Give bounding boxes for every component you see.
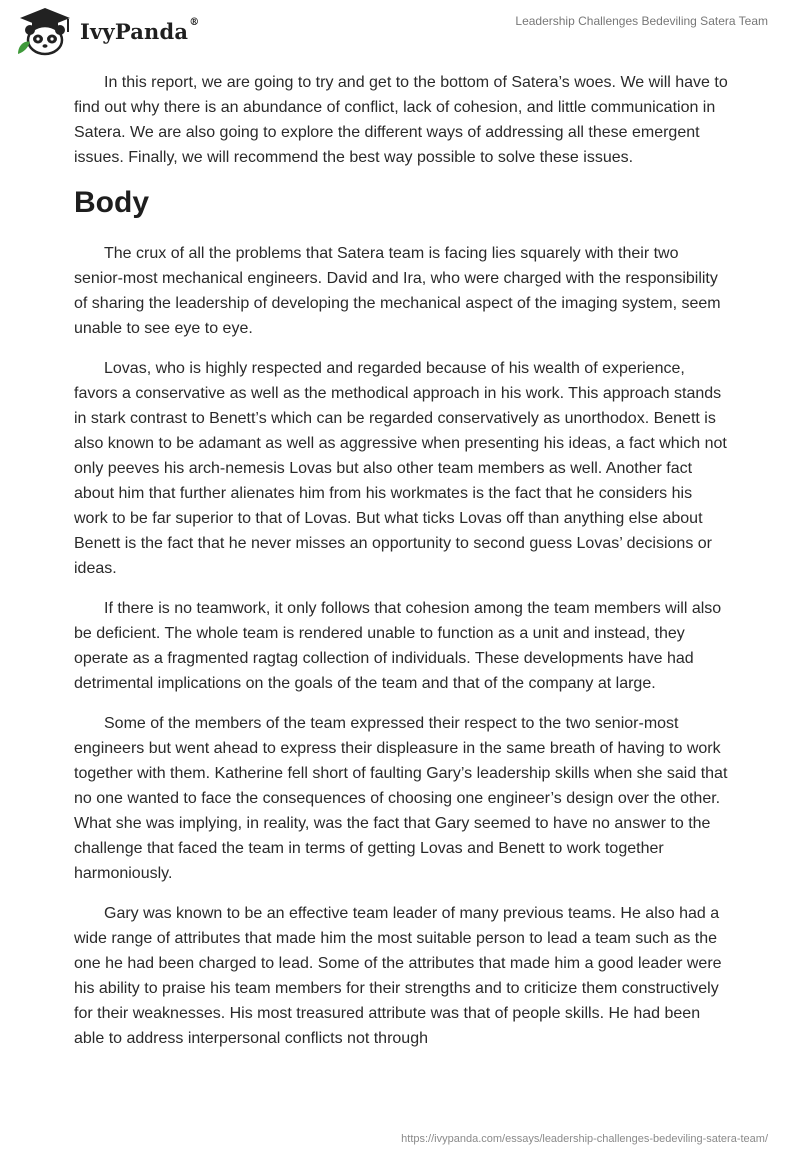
ivypanda-logo-icon[interactable] [14, 6, 76, 58]
registered-mark: ® [189, 17, 200, 28]
body-paragraph: Some of the members of the team expressed their respect to the two senior-most engineers but went ahead to express their displeasure in the same breath of having to work together with them. Katherine fell short of faulting Gary’s leadership skills when she said that no one wanted to face the consequences of choosing one engineer’s design over the other. What she was implying, in reality, was the fact that Gary seemed to have no answer to the challenge that faced the team in terms of getting Lovas and Benett to work together harmoniously. [74, 715, 728, 882]
intro-paragraph: In this report, we are going to try and get to the bottom of Satera’s woes. We will have to find out why there is an abundance of conflict, lack of cohesion, and little communication in Satera. We are also going to explore the different ways of addressing all these emergent issues. Finally, we will recommend the best way possible to solve these issues. [74, 74, 728, 166]
body-paragraph: If there is no teamwork, it only follows that cohesion among the team members will also be deficient. The whole team is rendered unable to function as a unit and instead, they operate as a fragmented ragtag collection of individuals. These developments have had detrimental implications on the goals of the team and that of the company at large. [74, 600, 722, 692]
page-header [0, 0, 800, 66]
brand-name-text: IvyPanda [80, 19, 189, 44]
body-paragraph: Lovas, who is highly respected and regarded because of his wealth of experience, favors a conservative as well as the methodical approach in his work. This approach stands in stark contrast to Benett’s which can be regarded conservatively as unorthodox. Benett is also known to be adamant as well as aggressive when presenting his ideas, a fact which not only peeves his arch-nemesis Lovas but also other team members as well. Another fact about him that further alienates him from his workmates is the fact that he considers his work to be far superior to that of Lovas. But what ticks Lovas off than anything else about Benett is the fact that he never misses an opportunity to second guess Lovas’ decisions or ideas. [74, 360, 727, 577]
section-heading: Body [74, 186, 149, 219]
article-body [74, 70, 728, 1066]
body-paragraph: Gary was known to be an effective team leader of many previous teams. He also had a wide range of attributes that made him the most suitable person to lead a team such as the one he had been charged to lead. Some of the attributes that made him a good leader were his ability to praise his team members for their strengths and to criticize them constructively for their weaknesses. His most treasured attribute was that of people skills. He had been able to address interpersonal conflicts not through [74, 905, 722, 1047]
source-url-link[interactable]: https://ivypanda.com/essays/leadership-challenges-bedeviling-satera-team/ [401, 1133, 768, 1145]
brand-name[interactable] [80, 19, 199, 44]
document-title: Leadership Challenges Bedeviling Satera Team [515, 14, 768, 28]
body-paragraph: The crux of all the problems that Satera team is facing lies squarely with their two senior-most mechanical engineers. David and Ira, who were charged with the responsibility of sharing the leadership of developing the mechanical aspect of the imaging system, seem unable to see eye to eye. [74, 245, 721, 337]
